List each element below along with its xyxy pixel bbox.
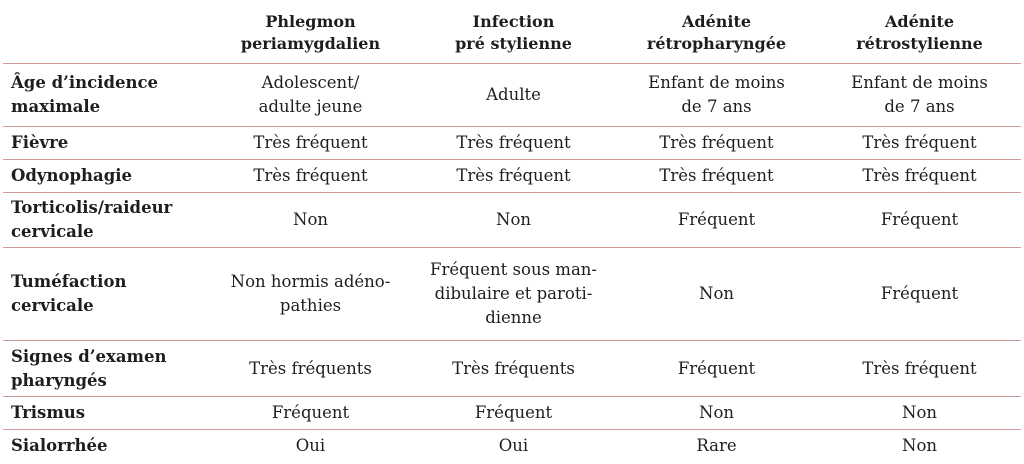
- table-cell: Adulte: [412, 64, 615, 127]
- table-cell: Adolescent/ adulte jeune: [209, 64, 412, 127]
- table-cell: Fréquent: [818, 248, 1021, 341]
- table-cell: Non: [209, 193, 412, 248]
- table-row: [3, 64, 1021, 127]
- table-cell: Enfant de moins de 7 ans: [615, 64, 818, 127]
- header-adenite-retropharyngee: Adénite rétropharyngée: [615, 2, 818, 64]
- table-cell: Très fréquents: [209, 341, 412, 397]
- table-cell: Non: [615, 397, 818, 430]
- table-row: [3, 430, 1021, 463]
- table-cell: Fréquent: [412, 397, 615, 430]
- table-row: [3, 160, 1021, 193]
- table-cell: Très fréquent: [818, 160, 1021, 193]
- comparison-table: [3, 2, 1021, 462]
- table-cell: Fréquent: [818, 193, 1021, 248]
- row-label: Torticolis/raideur cervicale: [3, 193, 209, 248]
- table-cell: Non: [902, 436, 937, 455]
- row-label: Fièvre: [3, 127, 209, 160]
- table-row: [3, 248, 1021, 341]
- table-cell: Fréquent: [615, 341, 818, 397]
- table-cell: Très fréquent: [209, 160, 412, 193]
- row-label: Signes d’examen pharyngés: [3, 341, 209, 397]
- table-cell: Très fréquents: [412, 341, 615, 397]
- table-row: [3, 341, 1021, 397]
- table-cell: Très fréquent: [615, 160, 818, 193]
- header-corner: [3, 2, 209, 64]
- table-cell: Non: [615, 248, 818, 341]
- table-cell: Très fréquent: [412, 160, 615, 193]
- table-cell: Très fréquent: [615, 127, 818, 160]
- table-cell: Oui: [498, 436, 529, 455]
- table-cell: Fréquent: [209, 397, 412, 430]
- row-label: Odynophagie: [3, 160, 209, 193]
- table-cell: Non hormis adéno- pathies: [209, 248, 412, 341]
- header-infection: Infection pré stylienne: [412, 2, 615, 64]
- table-cell: Rare: [696, 436, 737, 455]
- table-row: [3, 193, 1021, 248]
- table-cell: Fréquent: [615, 193, 818, 248]
- table-cell: Non: [412, 193, 615, 248]
- table-cell: Très fréquent: [412, 127, 615, 160]
- header-row: [3, 2, 1021, 64]
- table-cell: Enfant de moins de 7 ans: [818, 64, 1021, 127]
- table-cell: Très fréquent: [209, 127, 412, 160]
- table-cell: Non: [818, 397, 1021, 430]
- table-cell: Fréquent sous man- dibulaire et paroti- dienne: [412, 248, 615, 341]
- row-label: Trismus: [3, 397, 209, 430]
- table-cell: Très fréquent: [818, 127, 1021, 160]
- row-label: Âge d’incidence maximale: [3, 64, 209, 127]
- header-adenite-retrostylienne: Adénite rétrostylienne: [818, 2, 1021, 64]
- row-label: Sialorrhée: [11, 436, 108, 455]
- comparison-table-container: [3, 2, 1021, 462]
- row-label: Tuméfaction cervicale: [3, 248, 209, 341]
- header-phlegmon: Phlegmon periamygdalien: [209, 2, 412, 64]
- table-row: [3, 127, 1021, 160]
- table-cell: Oui: [295, 436, 326, 455]
- table-cell: Très fréquent: [818, 341, 1021, 397]
- table-row: [3, 397, 1021, 430]
